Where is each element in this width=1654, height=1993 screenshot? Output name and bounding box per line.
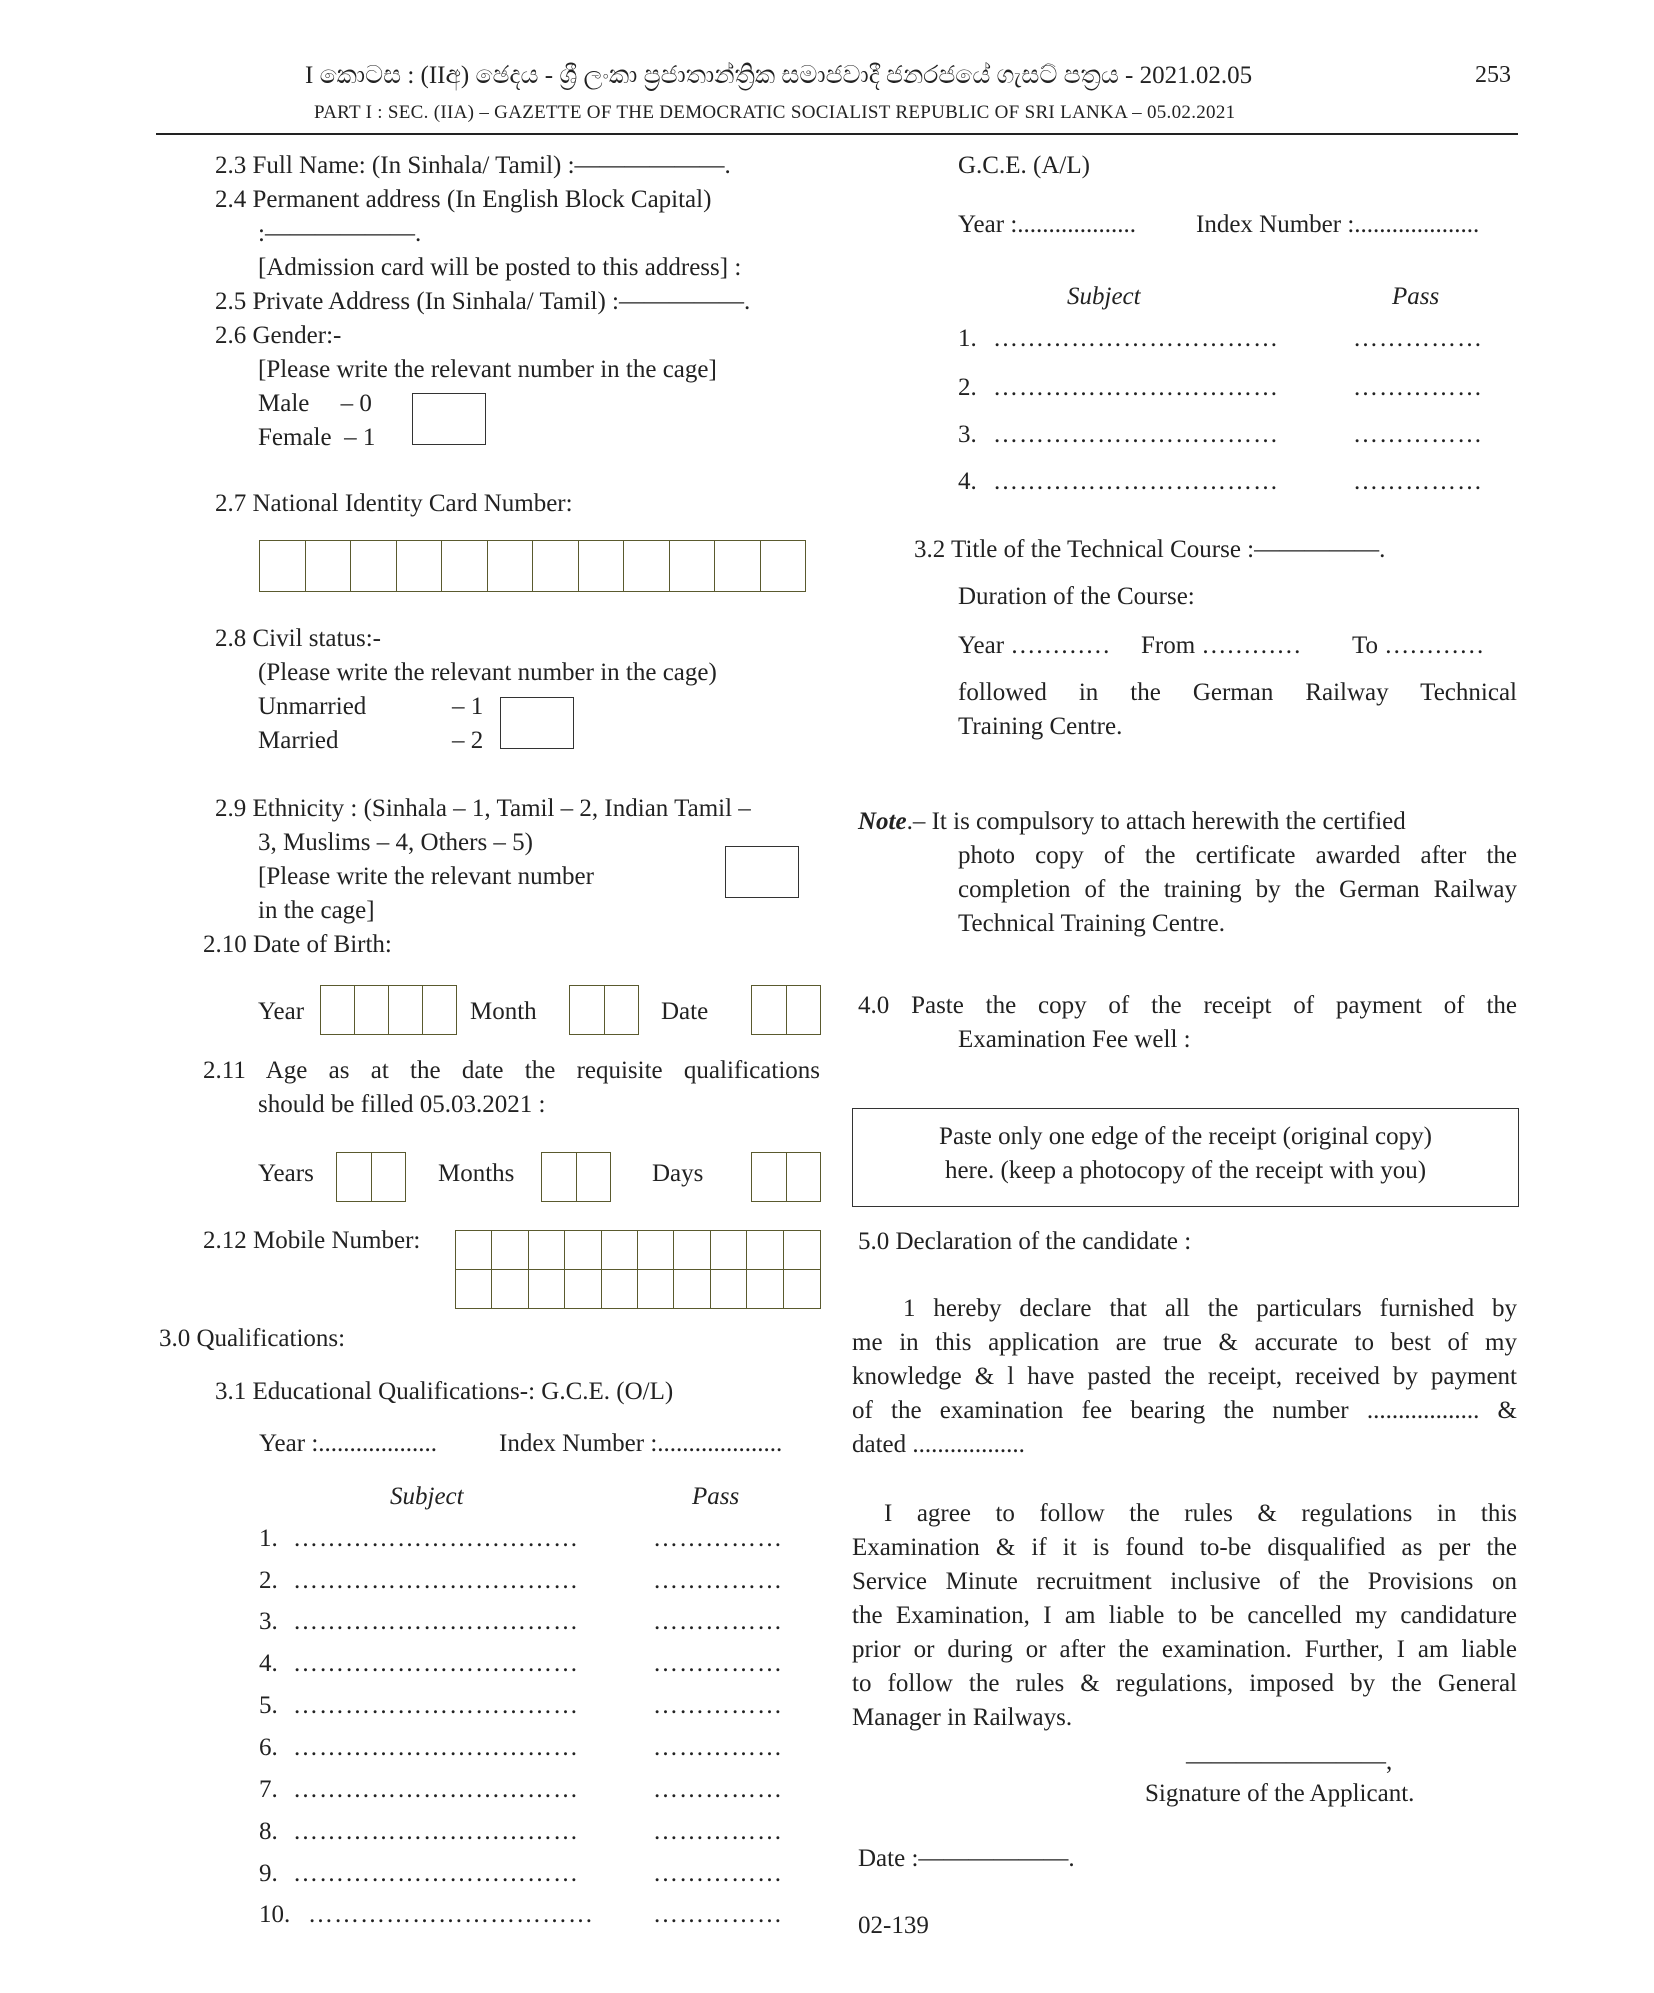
qualifications-heading: 3.0 Qualifications: [159,1325,346,1352]
mobile-number-cells[interactable] [455,1230,821,1309]
training-centre-text: followed in the German Railway Technical [958,679,1517,706]
al-row-number: 3. [958,421,977,448]
age-days-label: Days [652,1160,704,1187]
agreement-line-6: to follow the rules & regulations, imposed by the General [852,1670,1517,1697]
ol-row-pass[interactable]: …………… [653,1608,783,1635]
ol-row-pass[interactable]: …………… [653,1525,783,1552]
receipt-paste-area[interactable] [852,1108,1519,1207]
duration-from-field[interactable]: From ………… [1141,632,1302,659]
training-centre-text-2: Training Centre. [958,713,1123,740]
course-duration-label: Duration of the Course: [958,583,1195,610]
admission-card-note: [Admission card will be posted to this address] : [258,254,742,281]
gender-label: 2.6 Gender:- [215,322,342,349]
ol-index-field[interactable]: Index Number :.................... [499,1430,783,1457]
dob-month-label: Month [470,998,537,1025]
al-row-subject[interactable]: …………………………… [993,468,1279,495]
ethnicity-cage[interactable] [725,846,799,898]
mobile-label: 2.12 Mobile Number: [203,1227,421,1254]
receipt-instruction-1: Paste only one edge of the receipt (original copy) [939,1123,1432,1150]
note-line-3: completion of the training by the German Railway [958,876,1517,903]
nic-label: 2.7 National Identity Card Number: [215,490,573,517]
gender-female-option: Female – 1 [258,424,376,451]
ol-row-subject[interactable]: …………………………… [293,1776,579,1803]
note-line-2: photo copy of the certificate awarded after the [958,842,1517,869]
age-months-cells[interactable] [541,1152,611,1202]
ol-subject-heading: Subject [390,1483,464,1510]
signature-label: Signature of the Applicant. [1145,1780,1415,1807]
age-date-note: should be filled 05.03.2021 : [258,1091,546,1118]
al-row-pass[interactable]: …………… [1353,421,1483,448]
agreement-line-4: the Examination, I am liable to be cancelled my candidature [852,1602,1517,1629]
ol-row-pass[interactable]: …………… [653,1776,783,1803]
header-english-line: PART I : SEC. (IIA) – GAZETTE OF THE DEMOCRATIC SOCIALIST REPUBLIC OF SRI LANKA – 05.02.2021 [314,102,1236,123]
al-row-number: 4. [958,468,977,495]
married-code: – 2 [452,727,484,754]
dob-date-cells[interactable] [751,985,821,1035]
agreement-line-7: Manager in Railways. [852,1704,1073,1731]
gender-note: [Please write the relevant number in the cage] [258,356,717,383]
unmarried-code: – 1 [452,693,484,720]
permanent-address-label: 2.4 Permanent address (In English Block Capital) [215,186,712,213]
ol-row-number: 5. [259,1692,278,1719]
receipt-paste-label: 4.0 Paste the copy of the receipt of payment of the [858,992,1517,1019]
al-title: G.C.E. (A/L) [958,152,1090,179]
al-row-subject[interactable]: …………………………… [993,325,1279,352]
ol-row-subject[interactable]: …………………………… [293,1692,579,1719]
declaration-line-3: knowledge & l have pasted the receipt, received by payment [852,1363,1517,1390]
date-field[interactable]: Date :——————. [858,1845,1075,1872]
ol-row-subject[interactable]: …………………………… [293,1818,579,1845]
ol-row-number: 10. [259,1901,291,1928]
technical-course-field[interactable]: 3.2 Title of the Technical Course :—————. [914,536,1386,563]
al-row-pass[interactable]: …………… [1353,325,1483,352]
note-line-4: Technical Training Centre. [958,910,1225,937]
signature-line[interactable]: ————————, [1186,1748,1393,1775]
ol-row-number: 4. [259,1650,278,1677]
note-line-1: .– It is compulsory to attach herewith the certified [906,808,1406,835]
al-row-pass[interactable]: …………… [1353,374,1483,401]
age-days-cells[interactable] [751,1152,821,1202]
age-years-cells[interactable] [336,1152,406,1202]
al-pass-heading: Pass [1392,283,1440,310]
dob-date-label: Date [661,998,709,1025]
agreement-line-1: I agree to follow the rules & regulations in this [884,1500,1517,1527]
ol-pass-heading: Pass [692,1483,740,1510]
nic-number-cells[interactable] [259,540,806,592]
al-row-subject[interactable]: …………………………… [993,374,1279,401]
civil-status-label: 2.8 Civil status:- [215,625,381,652]
declaration-line-1: 1 hereby declare that all the particulars furnished by [903,1295,1517,1322]
ol-row-number: 3. [259,1608,278,1635]
declaration-heading: 5.0 Declaration of the candidate : [858,1228,1192,1255]
ol-row-number: 2. [259,1567,278,1594]
al-row-subject[interactable]: …………………………… [993,421,1279,448]
ol-row-subject[interactable]: …………………………… [293,1567,579,1594]
duration-year-field[interactable]: Year ………… [958,632,1111,659]
ol-row-pass[interactable]: …………… [653,1901,783,1928]
ol-row-subject[interactable]: …………………………… [293,1650,579,1677]
ol-row-pass[interactable]: …………… [653,1734,783,1761]
ol-row-subject[interactable]: …………………………… [293,1608,579,1635]
reference-code: 02-139 [858,1912,929,1939]
receipt-instruction-2: here. (keep a photocopy of the receipt with you) [944,1157,1427,1184]
unmarried-option: Unmarried [258,693,367,720]
ol-row-number: 6. [259,1734,278,1761]
ethnicity-codes: 3, Muslims – 4, Others – 5) [258,829,533,856]
private-address-field[interactable]: 2.5 Private Address (In Sinhala/ Tamil) :—————. [215,288,751,315]
dob-year-label: Year [258,998,305,1025]
al-row-number: 1. [958,325,977,352]
al-subject-heading: Subject [1067,283,1141,310]
age-months-label: Months [438,1160,515,1187]
al-row-pass[interactable]: …………… [1353,468,1483,495]
ol-qualifications-label: 3.1 Educational Qualifications-: G.C.E. (O/L) [215,1378,674,1405]
al-year-field[interactable]: Year :................... [958,211,1137,238]
full-name-field[interactable]: 2.3 Full Name: (In Sinhala/ Tamil) :——————. [215,152,731,179]
ol-row-pass[interactable]: …………… [653,1567,783,1594]
declaration-line-4[interactable]: of the examination fee bearing the number .................. & [852,1397,1517,1424]
duration-to-field[interactable]: To ………… [1352,632,1485,659]
ol-row-subject[interactable]: …………………………… [293,1525,579,1552]
ol-row-subject[interactable]: …………………………… [293,1860,579,1887]
note-label: Note [858,808,907,835]
declaration-line-2: me in this application are true & accurate to best of my [852,1329,1517,1356]
ol-row-number: 9. [259,1860,278,1887]
married-option: Married [258,727,339,754]
gender-cage[interactable] [412,393,486,445]
ol-row-pass[interactable]: …………… [653,1860,783,1887]
dob-label: 2.10 Date of Birth: [203,931,392,958]
ol-row-number: 8. [259,1818,278,1845]
permanent-address-field[interactable]: :——————. [258,220,422,247]
ethnicity-label: 2.9 Ethnicity : (Sinhala – 1, Tamil – 2, Indian Tamil – [215,795,751,822]
agreement-line-2: Examination & if it is found to-be disqualified as per the [852,1534,1517,1561]
declaration-dated-field[interactable]: dated .................. [852,1431,1025,1458]
ol-row-pass[interactable]: …………… [653,1818,783,1845]
header-rule [156,133,1518,135]
ol-row-subject[interactable]: …………………………… [308,1901,594,1928]
note-paragraph [858,805,1406,839]
receipt-paste-label-2: Examination Fee well : [958,1026,1191,1053]
ol-row-number: 7. [259,1776,278,1803]
dob-month-cells[interactable] [569,985,639,1035]
header-sinhala-line: I කොටස : (IIඅ) ඡෙදය - ශ්‍රී ලංකා ප්‍රජාතාන්ත්‍රික සමාජවාදී ජනරජයේ ගැසට් පත්‍රය - 2021.02.05 [305,62,1253,89]
gender-male-option: Male – 0 [258,390,372,417]
ol-row-subject[interactable]: …………………………… [293,1734,579,1761]
civil-status-cage[interactable] [500,697,574,749]
dob-year-cells[interactable] [320,985,457,1035]
ol-row-pass[interactable]: …………… [653,1692,783,1719]
ol-row-pass[interactable]: …………… [653,1650,783,1677]
agreement-line-5: prior or during or after the examination. Further, I am liable [852,1636,1517,1663]
ol-year-field[interactable]: Year :................... [259,1430,438,1457]
ol-row-number: 1. [259,1525,278,1552]
age-label: 2.11 Age as at the date the requisite qualifications [203,1057,820,1084]
agreement-line-3: Service Minute recruitment inclusive of the Provisions on [852,1568,1517,1595]
ethnicity-note-2: in the cage] [258,897,375,924]
al-row-number: 2. [958,374,977,401]
ethnicity-note: [Please write the relevant number [258,863,594,890]
civil-status-note: (Please write the relevant number in the cage) [258,659,717,686]
age-years-label: Years [258,1160,314,1187]
page-number: 253 [1475,62,1511,88]
al-index-field[interactable]: Index Number :.................... [1196,211,1480,238]
